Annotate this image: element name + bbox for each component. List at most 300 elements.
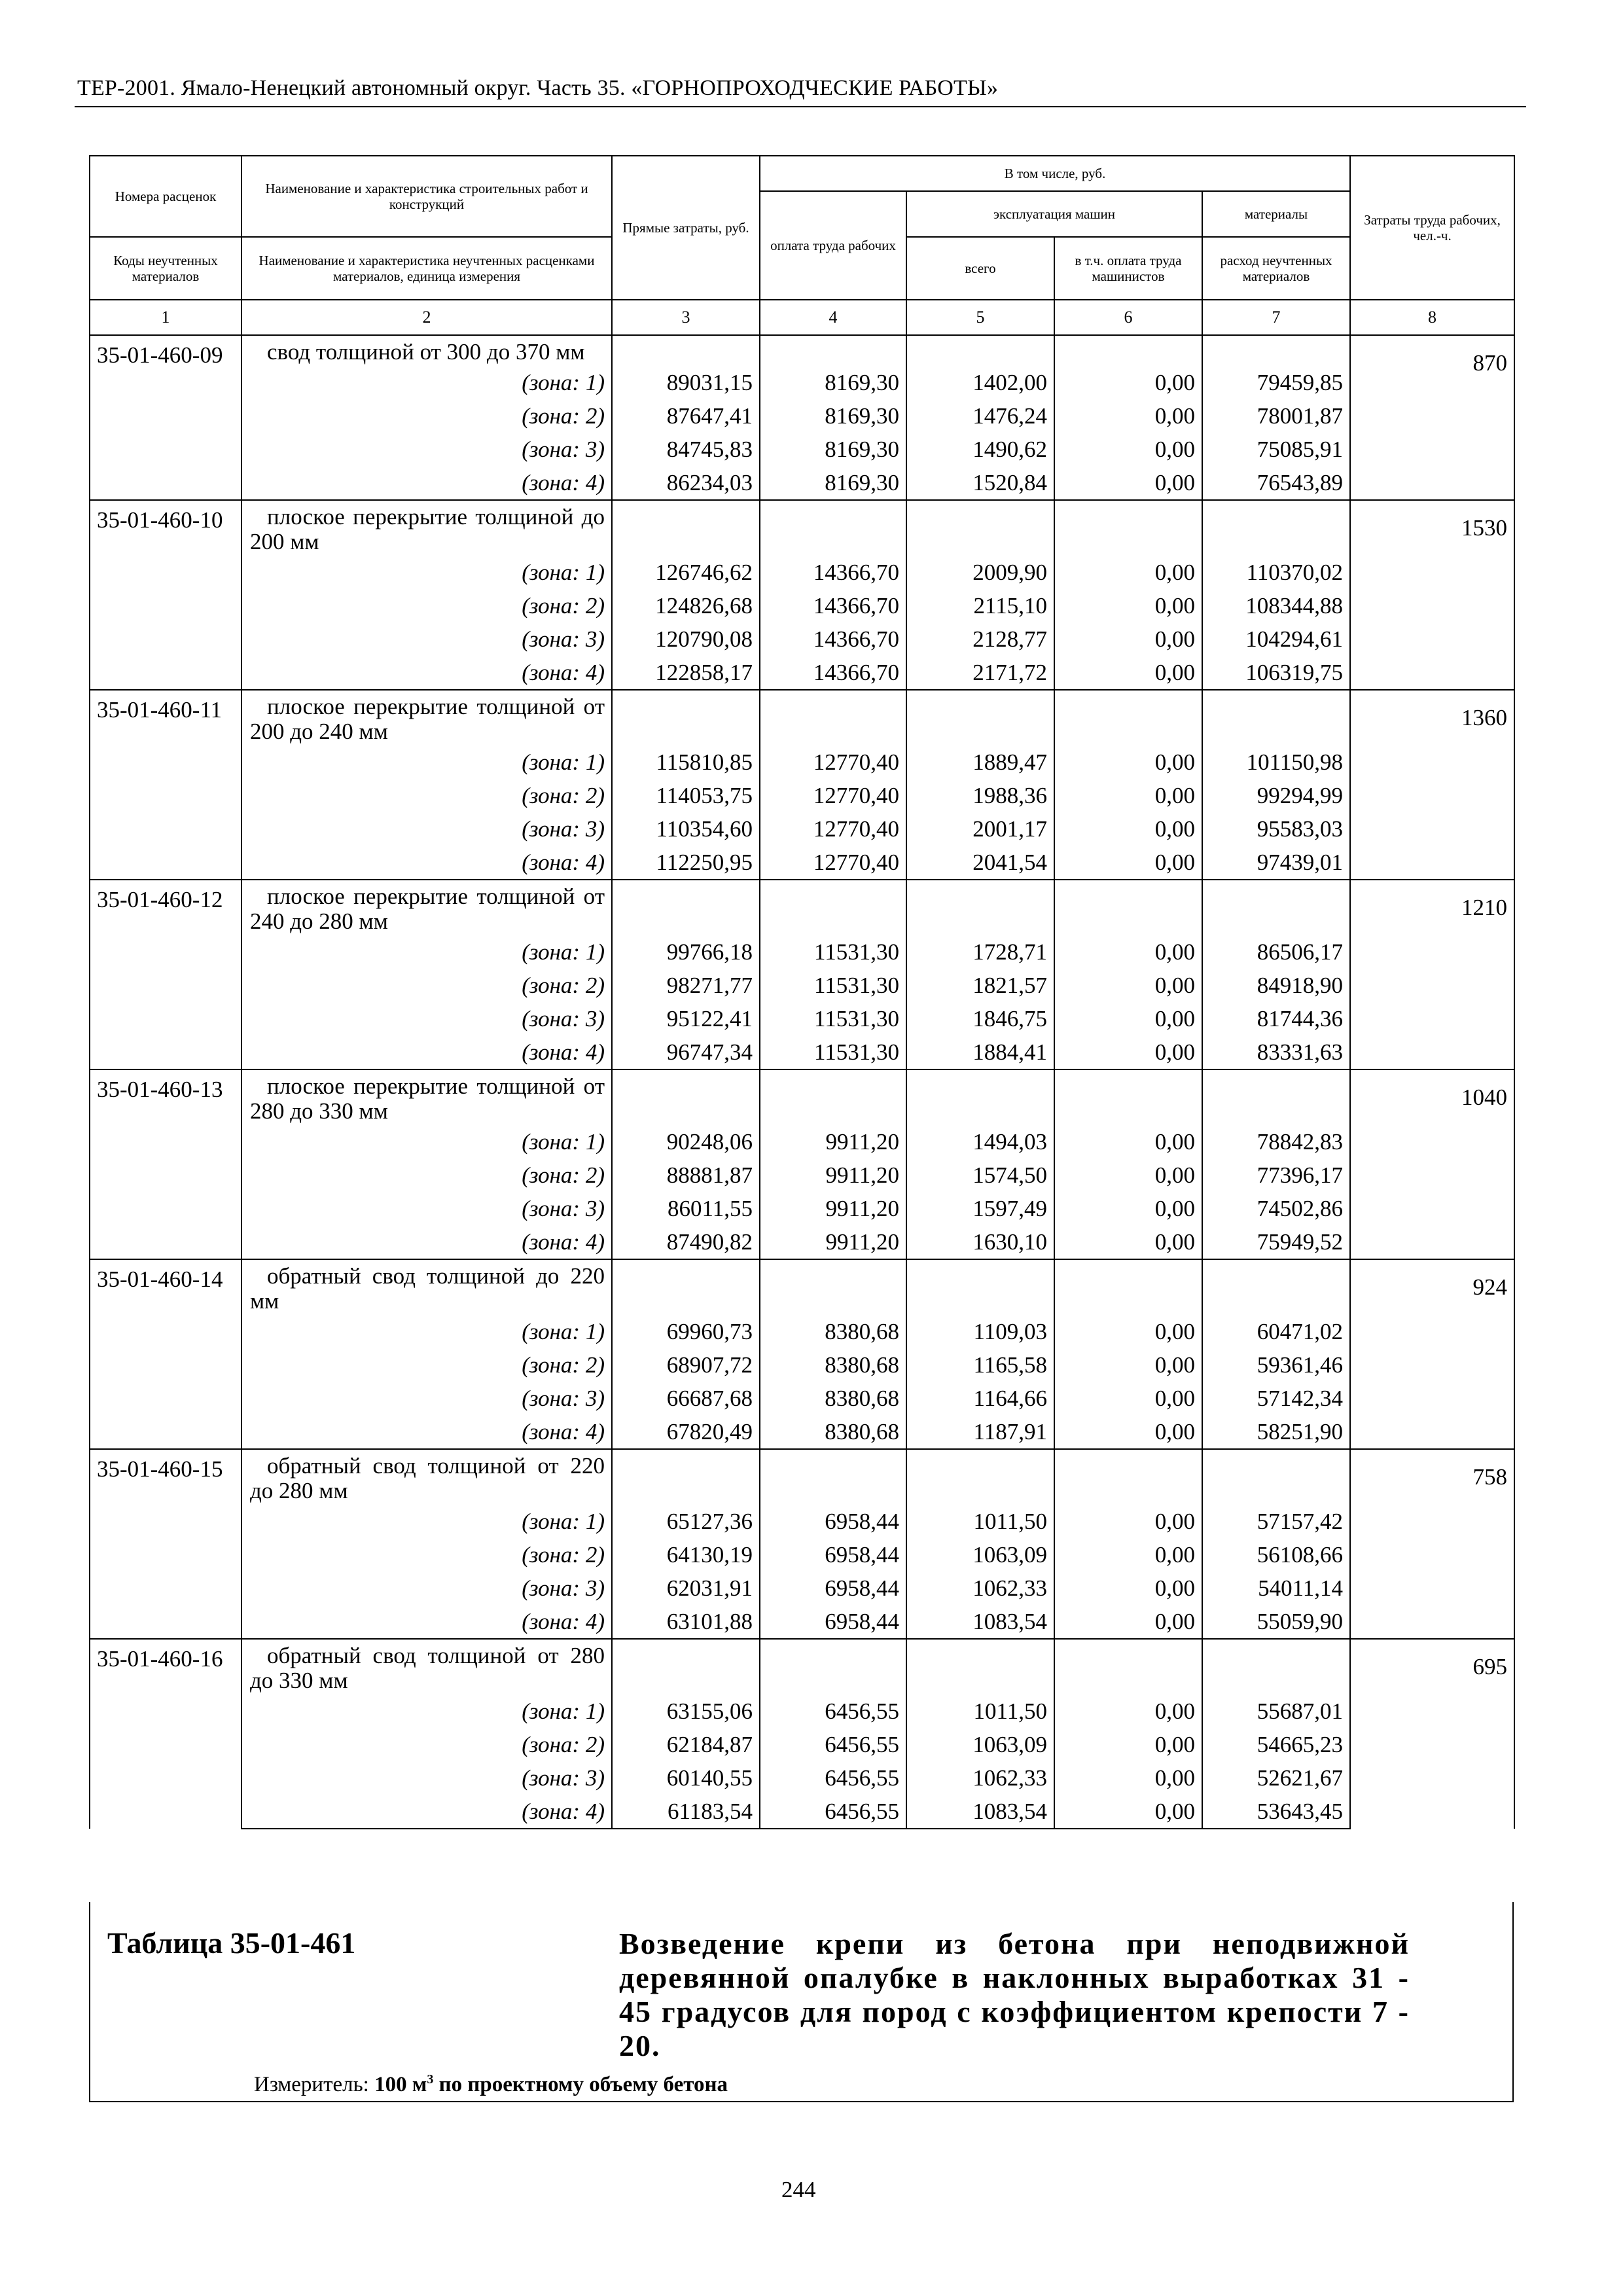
empty-cell: [760, 1069, 906, 1125]
head-unaccounted-materials: расход неучтенных материалов: [1202, 237, 1350, 300]
empty-cell: [1054, 690, 1202, 745]
operators-wages: 0,00: [1054, 1538, 1202, 1571]
empty-cell: [1202, 1639, 1350, 1695]
workers-wages: 6456,55: [760, 1728, 906, 1761]
materials-cost: 101150,98: [1202, 745, 1350, 779]
empty-cell: [612, 500, 760, 556]
materials-cost: 83331,63: [1202, 1035, 1350, 1069]
empty-cell: [1202, 335, 1350, 366]
rate-code: 35-01-460-11: [90, 690, 241, 880]
work-title: плоское перекрытие толщиной от 280 до 330 мм: [241, 1069, 612, 1125]
zone-row: [90, 1538, 1514, 1571]
machines-total: 1889,47: [906, 745, 1054, 779]
zone-label: (зона: 1): [241, 1125, 612, 1158]
zone-label: (зона: 4): [241, 1415, 612, 1449]
workers-wages: 11531,30: [760, 1002, 906, 1035]
zone-label: (зона: 4): [241, 1225, 612, 1259]
operators-wages: 0,00: [1054, 1035, 1202, 1069]
machines-total: 1187,91: [906, 1415, 1054, 1449]
head-material-names: Наименование и характеристика неучтенных расценками материалов, единица измерения: [241, 237, 612, 300]
column-number: 8: [1350, 300, 1514, 335]
machines-total: 1109,03: [906, 1315, 1054, 1348]
zone-row: [90, 1125, 1514, 1158]
work-title: обратный свод толщиной до 220 мм: [241, 1259, 612, 1315]
direct-costs: 63101,88: [612, 1605, 760, 1639]
materials-cost: 106319,75: [1202, 656, 1350, 690]
zone-row: [90, 1035, 1514, 1069]
workers-wages: 14366,70: [760, 622, 906, 656]
zone-row: [90, 399, 1514, 433]
operators-wages: 0,00: [1054, 812, 1202, 846]
operators-wages: 0,00: [1054, 1315, 1202, 1348]
empty-cell: [760, 690, 906, 745]
head-labor-costs: Затраты труда рабочих, чел.-ч.: [1350, 156, 1514, 300]
zone-label: (зона: 2): [241, 399, 612, 433]
workers-wages: 6456,55: [760, 1761, 906, 1795]
workers-wages: 12770,40: [760, 812, 906, 846]
labor-costs: 758: [1350, 1449, 1514, 1639]
empty-cell: [612, 1259, 760, 1315]
rate-item: [90, 1259, 1514, 1449]
rate-code: 35-01-460-15: [90, 1449, 241, 1639]
rate-code: 35-01-460-13: [90, 1069, 241, 1259]
machines-total: 1165,58: [906, 1348, 1054, 1382]
operators-wages: 0,00: [1054, 1225, 1202, 1259]
machines-total: 1063,09: [906, 1538, 1054, 1571]
zone-label: (зона: 4): [241, 1035, 612, 1069]
direct-costs: 68907,72: [612, 1348, 760, 1382]
empty-cell: [1202, 1069, 1350, 1125]
direct-costs: 124826,68: [612, 589, 760, 622]
direct-costs: 89031,15: [612, 366, 760, 399]
zone-row: [90, 745, 1514, 779]
head-material-codes: Коды неучтенных материалов: [90, 237, 241, 300]
empty-cell: [760, 880, 906, 935]
head-direct-costs: Прямые затраты, руб.: [612, 156, 760, 300]
zone-row: [90, 1415, 1514, 1449]
head-rate-number: Номера расценок: [90, 156, 241, 237]
empty-cell: [1054, 880, 1202, 935]
zone-row: [90, 969, 1514, 1002]
workers-wages: 6958,44: [760, 1605, 906, 1639]
workers-wages: 9911,20: [760, 1192, 906, 1225]
materials-cost: 104294,61: [1202, 622, 1350, 656]
zone-row: [90, 1695, 1514, 1728]
operators-wages: 0,00: [1054, 969, 1202, 1002]
rate-title-row: [90, 500, 1514, 556]
price-table: [89, 155, 1515, 1829]
zone-row: [90, 812, 1514, 846]
head-wages: оплата труда рабочих: [760, 191, 906, 300]
direct-costs: 126746,62: [612, 556, 760, 589]
zone-row: [90, 1795, 1514, 1829]
zone-label: (зона: 1): [241, 745, 612, 779]
materials-cost: 75085,91: [1202, 433, 1350, 466]
workers-wages: 6958,44: [760, 1538, 906, 1571]
machines-total: 2009,90: [906, 556, 1054, 589]
empty-cell: [906, 500, 1054, 556]
zone-row: [90, 1225, 1514, 1259]
rate-code: 35-01-460-14: [90, 1259, 241, 1449]
zone-label: (зона: 4): [241, 656, 612, 690]
zone-label: (зона: 3): [241, 1382, 612, 1415]
direct-costs: 62184,87: [612, 1728, 760, 1761]
workers-wages: 6456,55: [760, 1795, 906, 1829]
rate-item: [90, 690, 1514, 880]
column-number: 6: [1054, 300, 1202, 335]
next-table-number: Таблица 35-01-461: [107, 1926, 356, 1960]
workers-wages: 8169,30: [760, 399, 906, 433]
rate-title-row: [90, 1639, 1514, 1695]
zone-label: (зона: 1): [241, 1505, 612, 1538]
workers-wages: 9911,20: [760, 1125, 906, 1158]
labor-costs: 1210: [1350, 880, 1514, 1069]
zone-label: (зона: 2): [241, 969, 612, 1002]
head-work-name: Наименование и характеристика строительных работ и конструкций: [241, 156, 612, 237]
machines-total: 1884,41: [906, 1035, 1054, 1069]
rate-code: 35-01-460-10: [90, 500, 241, 690]
empty-cell: [760, 1639, 906, 1695]
empty-cell: [1054, 1449, 1202, 1505]
materials-cost: 58251,90: [1202, 1415, 1350, 1449]
workers-wages: 14366,70: [760, 589, 906, 622]
operators-wages: 0,00: [1054, 656, 1202, 690]
workers-wages: 8380,68: [760, 1382, 906, 1415]
direct-costs: 66687,68: [612, 1382, 760, 1415]
materials-cost: 78842,83: [1202, 1125, 1350, 1158]
zone-row: [90, 589, 1514, 622]
table-head: [90, 156, 1514, 335]
operators-wages: 0,00: [1054, 745, 1202, 779]
materials-cost: 60471,02: [1202, 1315, 1350, 1348]
materials-cost: 55059,90: [1202, 1605, 1350, 1639]
materials-cost: 99294,99: [1202, 779, 1350, 812]
machines-total: 1402,00: [906, 366, 1054, 399]
empty-cell: [1202, 880, 1350, 935]
running-header: ТЕР-2001. Ямало-Ненецкий автономный округ. Часть 35. «ГОРНОПРОХОДЧЕСКИЕ РАБОТЫ»: [77, 76, 999, 100]
column-number: 3: [612, 300, 760, 335]
operators-wages: 0,00: [1054, 622, 1202, 656]
materials-cost: 76543,89: [1202, 466, 1350, 500]
machines-total: 1063,09: [906, 1728, 1054, 1761]
unit-power: 3: [427, 2072, 434, 2087]
workers-wages: 9911,20: [760, 1225, 906, 1259]
machines-total: 1821,57: [906, 969, 1054, 1002]
empty-cell: [906, 335, 1054, 366]
operators-wages: 0,00: [1054, 935, 1202, 969]
unit-value: 100 м: [374, 2073, 427, 2096]
zone-label: (зона: 2): [241, 1348, 612, 1382]
materials-cost: 97439,01: [1202, 846, 1350, 880]
machines-total: 1574,50: [906, 1158, 1054, 1192]
head-machines-total: всего: [906, 237, 1054, 300]
machines-total: 1062,33: [906, 1571, 1054, 1605]
operators-wages: 0,00: [1054, 1002, 1202, 1035]
rate-item: [90, 1069, 1514, 1259]
rate-item: [90, 335, 1514, 500]
zone-label: (зона: 4): [241, 1605, 612, 1639]
empty-cell: [612, 1639, 760, 1695]
rate-title-row: [90, 335, 1514, 366]
head-operators-wages: в т.ч. оплата труда машинистов: [1054, 237, 1202, 300]
direct-costs: 63155,06: [612, 1695, 760, 1728]
zone-label: (зона: 3): [241, 433, 612, 466]
workers-wages: 8380,68: [760, 1315, 906, 1348]
materials-cost: 78001,87: [1202, 399, 1350, 433]
zone-label: (зона: 4): [241, 466, 612, 500]
empty-cell: [1054, 1259, 1202, 1315]
next-table-title: Возведение крепи из бетона при неподвижной деревянной опалубке в наклонных выработках 31 - 45 градусов для пород с коэффициентом крепости 7 - 20.: [619, 1927, 1410, 2062]
direct-costs: 87490,82: [612, 1225, 760, 1259]
operators-wages: 0,00: [1054, 1505, 1202, 1538]
rate-title-row: [90, 1069, 1514, 1125]
direct-costs: 120790,08: [612, 622, 760, 656]
materials-cost: 110370,02: [1202, 556, 1350, 589]
zone-row: [90, 1728, 1514, 1761]
zone-row: [90, 1761, 1514, 1795]
direct-costs: 64130,19: [612, 1538, 760, 1571]
labor-costs: 1530: [1350, 500, 1514, 690]
work-title: плоское перекрытие толщиной от 200 до 240 мм: [241, 690, 612, 745]
empty-cell: [612, 1069, 760, 1125]
direct-costs: 65127,36: [612, 1505, 760, 1538]
unit-suffix: по проектному объему бетона: [438, 2073, 728, 2096]
empty-cell: [906, 1639, 1054, 1695]
zone-label: (зона: 4): [241, 846, 612, 880]
operators-wages: 0,00: [1054, 1728, 1202, 1761]
operators-wages: 0,00: [1054, 433, 1202, 466]
empty-cell: [1202, 500, 1350, 556]
labor-costs: 695: [1350, 1639, 1514, 1829]
operators-wages: 0,00: [1054, 366, 1202, 399]
operators-wages: 0,00: [1054, 1695, 1202, 1728]
zone-row: [90, 366, 1514, 399]
zone-label: (зона: 3): [241, 812, 612, 846]
zone-row: [90, 1571, 1514, 1605]
zone-label: (зона: 3): [241, 1761, 612, 1795]
zone-row: [90, 846, 1514, 880]
zone-label: (зона: 1): [241, 935, 612, 969]
empty-cell: [612, 1449, 760, 1505]
labor-costs: 870: [1350, 335, 1514, 500]
measurement-unit: [254, 2072, 728, 2097]
zone-row: [90, 433, 1514, 466]
materials-cost: 84918,90: [1202, 969, 1350, 1002]
operators-wages: 0,00: [1054, 1125, 1202, 1158]
work-title: обратный свод толщиной от 280 до 330 мм: [241, 1639, 612, 1695]
zone-row: [90, 556, 1514, 589]
work-title: свод толщиной от 300 до 370 мм: [241, 335, 612, 366]
empty-cell: [906, 880, 1054, 935]
materials-cost: 54011,14: [1202, 1571, 1350, 1605]
machines-total: 1520,84: [906, 466, 1054, 500]
materials-cost: 108344,88: [1202, 589, 1350, 622]
direct-costs: 67820,49: [612, 1415, 760, 1449]
column-number: 4: [760, 300, 906, 335]
operators-wages: 0,00: [1054, 556, 1202, 589]
operators-wages: 0,00: [1054, 1382, 1202, 1415]
empty-cell: [1054, 1639, 1202, 1695]
zone-row: [90, 622, 1514, 656]
work-title: плоское перекрытие толщиной до 200 мм: [241, 500, 612, 556]
zone-label: (зона: 2): [241, 1158, 612, 1192]
zone-row: [90, 1505, 1514, 1538]
rate-title-row: [90, 880, 1514, 935]
direct-costs: 60140,55: [612, 1761, 760, 1795]
labor-costs: 1360: [1350, 690, 1514, 880]
materials-cost: 77396,17: [1202, 1158, 1350, 1192]
zone-label: (зона: 1): [241, 1315, 612, 1348]
workers-wages: 6958,44: [760, 1505, 906, 1538]
zone-row: [90, 1192, 1514, 1225]
materials-cost: 56108,66: [1202, 1538, 1350, 1571]
rate-item: [90, 880, 1514, 1069]
machines-total: 1728,71: [906, 935, 1054, 969]
head-machine-operation: эксплуатация машин: [906, 191, 1202, 237]
direct-costs: 69960,73: [612, 1315, 760, 1348]
workers-wages: 8169,30: [760, 433, 906, 466]
direct-costs: 84745,83: [612, 433, 760, 466]
workers-wages: 14366,70: [760, 656, 906, 690]
labor-costs: 1040: [1350, 1069, 1514, 1259]
rate-item: [90, 1639, 1514, 1829]
column-numbers-row: [90, 300, 1514, 335]
direct-costs: 96747,34: [612, 1035, 760, 1069]
operators-wages: 0,00: [1054, 1605, 1202, 1639]
zone-row: [90, 779, 1514, 812]
zone-label: (зона: 1): [241, 366, 612, 399]
workers-wages: 8169,30: [760, 466, 906, 500]
head-including: В том числе, руб.: [760, 156, 1350, 191]
direct-costs: 87647,41: [612, 399, 760, 433]
machines-total: 1490,62: [906, 433, 1054, 466]
empty-cell: [1202, 1259, 1350, 1315]
materials-cost: 55687,01: [1202, 1695, 1350, 1728]
direct-costs: 62031,91: [612, 1571, 760, 1605]
empty-cell: [906, 690, 1054, 745]
materials-cost: 86506,17: [1202, 935, 1350, 969]
zone-label: (зона: 2): [241, 1728, 612, 1761]
machines-total: 1011,50: [906, 1695, 1054, 1728]
rate-item: [90, 500, 1514, 690]
machines-total: 1011,50: [906, 1505, 1054, 1538]
direct-costs: 86011,55: [612, 1192, 760, 1225]
direct-costs: 86234,03: [612, 466, 760, 500]
column-number: 2: [241, 300, 612, 335]
machines-total: 1630,10: [906, 1225, 1054, 1259]
direct-costs: 88881,87: [612, 1158, 760, 1192]
machines-total: 2041,54: [906, 846, 1054, 880]
operators-wages: 0,00: [1054, 399, 1202, 433]
labor-costs: 924: [1350, 1259, 1514, 1449]
empty-cell: [1202, 690, 1350, 745]
zone-row: [90, 466, 1514, 500]
machines-total: 2001,17: [906, 812, 1054, 846]
zone-label: (зона: 3): [241, 622, 612, 656]
materials-cost: 95583,03: [1202, 812, 1350, 846]
direct-costs: 98271,77: [612, 969, 760, 1002]
header-rule: [75, 106, 1526, 107]
zone-label: (зона: 3): [241, 1571, 612, 1605]
empty-cell: [612, 880, 760, 935]
zone-label: (зона: 2): [241, 589, 612, 622]
column-number: 1: [90, 300, 241, 335]
rate-code: 35-01-460-09: [90, 335, 241, 500]
workers-wages: 12770,40: [760, 846, 906, 880]
direct-costs: 110354,60: [612, 812, 760, 846]
empty-cell: [760, 335, 906, 366]
zone-label: (зона: 2): [241, 1538, 612, 1571]
direct-costs: 95122,41: [612, 1002, 760, 1035]
zone-row: [90, 1382, 1514, 1415]
workers-wages: 11531,30: [760, 969, 906, 1002]
workers-wages: 12770,40: [760, 745, 906, 779]
zone-label: (зона: 4): [241, 1795, 612, 1829]
empty-cell: [1054, 500, 1202, 556]
machines-total: 1494,03: [906, 1125, 1054, 1158]
machines-total: 1846,75: [906, 1002, 1054, 1035]
direct-costs: 99766,18: [612, 935, 760, 969]
materials-cost: 57157,42: [1202, 1505, 1350, 1538]
direct-costs: 115810,85: [612, 745, 760, 779]
machines-total: 1083,54: [906, 1605, 1054, 1639]
rate-title-row: [90, 690, 1514, 745]
materials-cost: 54665,23: [1202, 1728, 1350, 1761]
direct-costs: 112250,95: [612, 846, 760, 880]
workers-wages: 8380,68: [760, 1348, 906, 1382]
zone-row: [90, 1315, 1514, 1348]
work-title: обратный свод толщиной от 220 до 280 мм: [241, 1449, 612, 1505]
rate-code: 35-01-460-16: [90, 1639, 241, 1829]
zone-row: [90, 1348, 1514, 1382]
zone-row: [90, 656, 1514, 690]
machines-total: 1164,66: [906, 1382, 1054, 1415]
direct-costs: 90248,06: [612, 1125, 760, 1158]
materials-cost: 57142,34: [1202, 1382, 1350, 1415]
empty-cell: [906, 1259, 1054, 1315]
direct-costs: 114053,75: [612, 779, 760, 812]
operators-wages: 0,00: [1054, 1415, 1202, 1449]
unit-prefix: Измеритель:: [254, 2073, 369, 2096]
empty-cell: [760, 500, 906, 556]
workers-wages: 14366,70: [760, 556, 906, 589]
materials-cost: 81744,36: [1202, 1002, 1350, 1035]
workers-wages: 6456,55: [760, 1695, 906, 1728]
materials-cost: 74502,86: [1202, 1192, 1350, 1225]
empty-cell: [906, 1069, 1054, 1125]
materials-cost: 59361,46: [1202, 1348, 1350, 1382]
page-number: 244: [781, 2177, 816, 2202]
machines-total: 1062,33: [906, 1761, 1054, 1795]
machines-total: 2171,72: [906, 656, 1054, 690]
workers-wages: 6958,44: [760, 1571, 906, 1605]
operators-wages: 0,00: [1054, 1571, 1202, 1605]
machines-total: 1476,24: [906, 399, 1054, 433]
operators-wages: 0,00: [1054, 846, 1202, 880]
empty-cell: [1054, 335, 1202, 366]
empty-cell: [612, 690, 760, 745]
empty-cell: [760, 1449, 906, 1505]
operators-wages: 0,00: [1054, 1348, 1202, 1382]
empty-cell: [612, 335, 760, 366]
zone-row: [90, 1002, 1514, 1035]
zone-label: (зона: 1): [241, 1695, 612, 1728]
operators-wages: 0,00: [1054, 1761, 1202, 1795]
machines-total: 2115,10: [906, 589, 1054, 622]
empty-cell: [1054, 1069, 1202, 1125]
machines-total: 1988,36: [906, 779, 1054, 812]
zone-label: (зона: 1): [241, 556, 612, 589]
